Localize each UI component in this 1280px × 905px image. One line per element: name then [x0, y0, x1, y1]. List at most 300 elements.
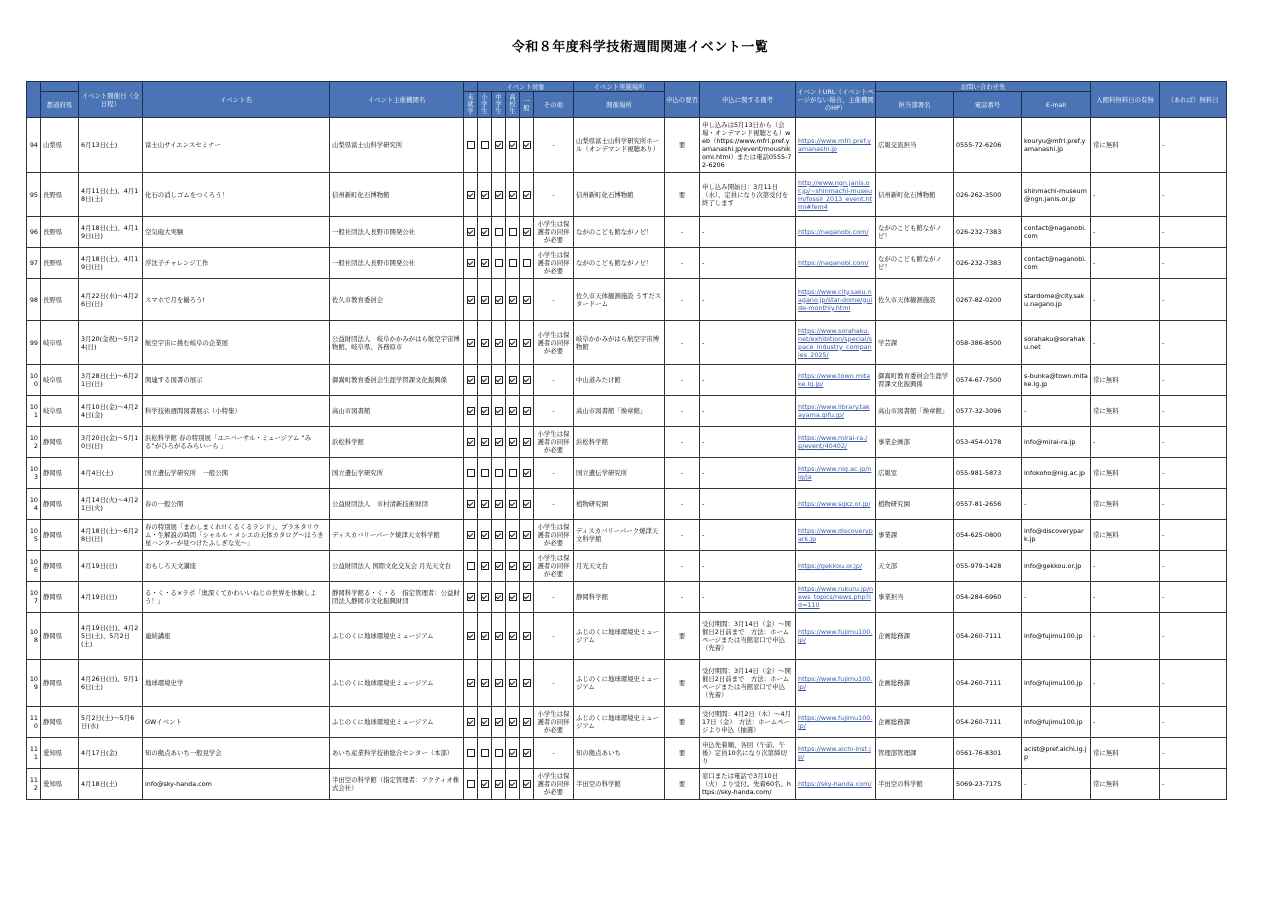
target-general-cell: [520, 248, 534, 279]
checked-checkbox-icon[interactable]: [523, 191, 531, 199]
venue: 知の拠点あいち: [574, 738, 665, 769]
row-number: 109: [27, 660, 41, 707]
free-admission: -: [1091, 427, 1160, 458]
application-required: -: [665, 279, 700, 321]
header-prefecture: 都道府県: [41, 92, 79, 118]
checked-checkbox-icon[interactable]: [509, 718, 517, 726]
application-notes: 申込先着順、各回（午前、午後）定員10名になり次第締切り: [700, 738, 796, 769]
checked-checkbox-icon[interactable]: [523, 296, 531, 304]
checked-checkbox-icon[interactable]: [467, 376, 475, 384]
target-junior-cell: [492, 118, 506, 173]
checked-checkbox-icon[interactable]: [467, 632, 475, 640]
checked-checkbox-icon[interactable]: [523, 376, 531, 384]
contact-email: contact@naganobi.com: [1022, 217, 1091, 248]
contact-department: 事業課: [876, 520, 954, 551]
target-high-cell: [506, 427, 520, 458]
free-admission: 常に無料: [1091, 738, 1160, 769]
target-elementary-cell: [478, 321, 492, 365]
checked-checkbox-icon[interactable]: [481, 339, 489, 347]
event-url-link[interactable]: https://www.mfri.pref.yamanashi.jp: [796, 118, 876, 173]
target-junior-cell: [492, 427, 506, 458]
contact-phone: 0574-67-7500: [954, 365, 1022, 396]
event-url-link[interactable]: https://www.rukuru.jp/news_topics/news.php?id=110: [796, 582, 876, 613]
contact-department: 管理部管理課: [876, 738, 954, 769]
table-row: [27, 660, 1227, 707]
checked-checkbox-icon[interactable]: [523, 438, 531, 446]
free-day: -: [1160, 738, 1227, 769]
contact-phone: 054-260-7111: [954, 613, 1022, 660]
event-name: おもしろ天文講座: [143, 551, 330, 582]
checked-checkbox-icon[interactable]: [481, 228, 489, 236]
contact-phone: 054-260-7111: [954, 707, 1022, 738]
table-row: [27, 458, 1227, 489]
application-required: -: [665, 489, 700, 520]
checked-checkbox-icon[interactable]: [523, 407, 531, 415]
application-notes: 受付期間：3月14日（金）～開催日2日前まで 方法：ホームページまたは当館窓口で申込（先着）: [700, 613, 796, 660]
unchecked-checkbox-icon[interactable]: [481, 749, 489, 757]
header-event-name: イベント名: [143, 82, 330, 118]
target-preschool-cell: [464, 427, 478, 458]
event-url-link[interactable]: https://www.fujimu100.jp/: [796, 660, 876, 707]
header-target-general: 一般: [520, 92, 534, 118]
target-junior-cell: [492, 458, 506, 489]
free-day: -: [1160, 217, 1227, 248]
contact-email: shinmachi-museum@ngn.janis.or.jp: [1022, 173, 1091, 217]
checked-checkbox-icon[interactable]: [509, 407, 517, 415]
target-other: -: [534, 279, 574, 321]
target-high-cell: [506, 489, 520, 520]
checked-checkbox-icon[interactable]: [495, 679, 503, 687]
application-notes: -: [700, 321, 796, 365]
checked-checkbox-icon[interactable]: [481, 780, 489, 788]
header-venue: 開催場所: [574, 92, 665, 118]
checked-checkbox-icon[interactable]: [523, 718, 531, 726]
checked-checkbox-icon[interactable]: [495, 407, 503, 415]
organizer: ふじのくに地球環境史ミュージアム: [330, 707, 464, 738]
checked-checkbox-icon[interactable]: [495, 780, 503, 788]
row-number: 102: [27, 427, 41, 458]
unchecked-checkbox-icon[interactable]: [495, 749, 503, 757]
event-dates: 4月22日(水)～4月26日(日): [79, 279, 143, 321]
organizer: 公益財団法人 岐阜かかみがはら航空宇宙博物館、岐阜県、各務原市: [330, 321, 464, 365]
checked-checkbox-icon[interactable]: [481, 632, 489, 640]
checked-checkbox-icon[interactable]: [467, 531, 475, 539]
contact-department: 企画総務課: [876, 707, 954, 738]
prefecture: 静岡県: [41, 427, 79, 458]
event-url-link[interactable]: https://www.town.mitake.lg.jp/: [796, 365, 876, 396]
checked-checkbox-icon[interactable]: [523, 469, 531, 477]
target-preschool-cell: [464, 489, 478, 520]
row-number: 101: [27, 396, 41, 427]
application-required: -: [665, 365, 700, 396]
checked-checkbox-icon[interactable]: [467, 339, 475, 347]
event-name: 科学技術週間図書展示（小特集）: [143, 396, 330, 427]
header-free-admission: 入館料無料日の有無: [1091, 82, 1160, 118]
target-elementary-cell: [478, 458, 492, 489]
free-admission: 常に無料: [1091, 458, 1160, 489]
target-high-cell: [506, 582, 520, 613]
checked-checkbox-icon[interactable]: [523, 632, 531, 640]
free-admission: -: [1091, 279, 1160, 321]
contact-email: info@gekkou.or.jp: [1022, 551, 1091, 582]
contact-phone: 053-454-0178: [954, 427, 1022, 458]
free-day: -: [1160, 365, 1227, 396]
checked-checkbox-icon[interactable]: [509, 376, 517, 384]
checked-checkbox-icon[interactable]: [523, 141, 531, 149]
checked-checkbox-icon[interactable]: [467, 296, 475, 304]
checked-checkbox-icon[interactable]: [495, 531, 503, 539]
contact-department: 企画総務課: [876, 660, 954, 707]
unchecked-checkbox-icon[interactable]: [523, 259, 531, 267]
target-general-cell: [520, 458, 534, 489]
application-notes: 申し込みは5月13日から（会場・オンデマンド視聴とも）web（https://www.mfri.pref.yamanashi.jp/event/moushikomi.html）または電話0555-72-6206: [700, 118, 796, 173]
prefecture: 山梨県: [41, 118, 79, 173]
organizer: 浜松科学館: [330, 427, 464, 458]
checked-checkbox-icon[interactable]: [523, 500, 531, 508]
target-general-cell: [520, 551, 534, 582]
checked-checkbox-icon[interactable]: [509, 749, 517, 757]
contact-email: stardome@city.saku.nagano.jp: [1022, 279, 1091, 321]
contact-department: 広報室: [876, 458, 954, 489]
checked-checkbox-icon[interactable]: [467, 500, 475, 508]
target-junior-cell: [492, 551, 506, 582]
checked-checkbox-icon[interactable]: [495, 718, 503, 726]
checked-checkbox-icon[interactable]: [467, 191, 475, 199]
target-preschool-cell: [464, 321, 478, 365]
contact-email: s-bunka@town.mitake.lg.jp: [1022, 365, 1091, 396]
checked-checkbox-icon[interactable]: [509, 296, 517, 304]
prefecture: 岐阜県: [41, 396, 79, 427]
free-admission: 常に無料: [1091, 520, 1160, 551]
target-other: 小学生は保護者の同伴が必要: [534, 707, 574, 738]
target-high-cell: [506, 520, 520, 551]
free-admission: -: [1091, 707, 1160, 738]
checked-checkbox-icon[interactable]: [509, 191, 517, 199]
target-general-cell: [520, 613, 534, 660]
free-admission: -: [1091, 551, 1160, 582]
target-elementary-cell: [478, 489, 492, 520]
event-dates: 6月13日(土): [79, 118, 143, 173]
free-admission: 常に無料: [1091, 489, 1160, 520]
event-url-link[interactable]: https://www.fujimu100.jp/: [796, 707, 876, 738]
organizer: ふじのくに地球環境史ミュージアム: [330, 613, 464, 660]
event-url-link[interactable]: https://www.sorahaku.net/exhibition/special/space_industry_companies_2025/: [796, 321, 876, 365]
target-junior-cell: [492, 738, 506, 769]
free-admission: 常に無料: [1091, 396, 1160, 427]
unchecked-checkbox-icon[interactable]: [467, 749, 475, 757]
target-junior-cell: [492, 489, 506, 520]
event-url-link[interactable]: https://www.discoverypark.jp: [796, 520, 876, 551]
header-free-day: （あれば）無料日: [1160, 82, 1227, 118]
table-row: [27, 248, 1227, 279]
target-preschool-cell: [464, 551, 478, 582]
header-blank: [41, 82, 79, 92]
event-url-link[interactable]: https://www.fujimu100.jp/: [796, 613, 876, 660]
header-venue-group: イベント実施場所: [574, 82, 665, 92]
checked-checkbox-icon[interactable]: [495, 376, 503, 384]
event-name: 化石の消しゴムをつくろう！: [143, 173, 330, 217]
contact-department: 御嵩町教育委員会生涯学習課文化振興係: [876, 365, 954, 396]
checked-checkbox-icon[interactable]: [481, 500, 489, 508]
free-day: -: [1160, 582, 1227, 613]
target-high-cell: [506, 396, 520, 427]
application-notes: -: [700, 582, 796, 613]
checked-checkbox-icon[interactable]: [509, 438, 517, 446]
target-high-cell: [506, 248, 520, 279]
target-high-cell: [506, 738, 520, 769]
checked-checkbox-icon[interactable]: [523, 228, 531, 236]
checked-checkbox-icon[interactable]: [467, 438, 475, 446]
checked-checkbox-icon[interactable]: [481, 191, 489, 199]
checked-checkbox-icon[interactable]: [509, 141, 517, 149]
venue: ながのこども館ながノビ！: [574, 217, 665, 248]
contact-department: 事業企画部: [876, 427, 954, 458]
target-general-cell: [520, 427, 534, 458]
target-elementary-cell: [478, 396, 492, 427]
event-url-link[interactable]: https://www.city.saku.nagano.jp/star-dome/guide-monthly.html: [796, 279, 876, 321]
free-day: -: [1160, 173, 1227, 217]
target-junior-cell: [492, 660, 506, 707]
table-row: [27, 769, 1227, 800]
checked-checkbox-icon[interactable]: [467, 407, 475, 415]
checked-checkbox-icon[interactable]: [467, 718, 475, 726]
target-other: -: [534, 660, 574, 707]
target-elementary-cell: [478, 173, 492, 217]
target-other: 小学生は保護者の同伴が必要: [534, 427, 574, 458]
unchecked-checkbox-icon[interactable]: [467, 469, 475, 477]
checked-checkbox-icon[interactable]: [481, 438, 489, 446]
unchecked-checkbox-icon[interactable]: [467, 780, 475, 788]
event-url-link[interactable]: https://sky-handa.com/: [796, 769, 876, 800]
contact-department: 半田空の科学館: [876, 769, 954, 800]
target-general-cell: [520, 365, 534, 396]
checked-checkbox-icon[interactable]: [509, 531, 517, 539]
organizer: 高山市図書館: [330, 396, 464, 427]
table-row: [27, 520, 1227, 551]
application-required: 要: [665, 660, 700, 707]
checked-checkbox-icon[interactable]: [481, 259, 489, 267]
venue: 中山道みたけ館: [574, 365, 665, 396]
checked-checkbox-icon[interactable]: [467, 259, 475, 267]
checked-checkbox-icon[interactable]: [467, 228, 475, 236]
checked-checkbox-icon[interactable]: [495, 500, 503, 508]
free-admission: 常に無料: [1091, 118, 1160, 173]
target-elementary-cell: [478, 738, 492, 769]
checked-checkbox-icon[interactable]: [509, 562, 517, 570]
checked-checkbox-icon[interactable]: [509, 780, 517, 788]
target-preschool-cell: [464, 217, 478, 248]
prefecture: 静岡県: [41, 551, 79, 582]
checked-checkbox-icon[interactable]: [495, 191, 503, 199]
checked-checkbox-icon[interactable]: [467, 679, 475, 687]
header-target-other: その他: [534, 92, 574, 118]
target-preschool-cell: [464, 582, 478, 613]
target-high-cell: [506, 173, 520, 217]
event-url-link[interactable]: https://naganobi.com/: [796, 248, 876, 279]
unchecked-checkbox-icon[interactable]: [509, 228, 517, 236]
target-other: -: [534, 458, 574, 489]
checked-checkbox-icon[interactable]: [495, 296, 503, 304]
unchecked-checkbox-icon[interactable]: [495, 259, 503, 267]
row-number: 106: [27, 551, 41, 582]
table-row: [27, 118, 1227, 173]
contact-phone: 0561-76-8301: [954, 738, 1022, 769]
venue: 浜松科学館: [574, 427, 665, 458]
checked-checkbox-icon[interactable]: [481, 531, 489, 539]
checked-checkbox-icon[interactable]: [509, 593, 517, 601]
checked-checkbox-icon[interactable]: [509, 632, 517, 640]
target-high-cell: [506, 279, 520, 321]
checked-checkbox-icon[interactable]: [495, 632, 503, 640]
unchecked-checkbox-icon[interactable]: [509, 259, 517, 267]
target-general-cell: [520, 738, 534, 769]
event-url-link[interactable]: https://gekkou.or.jp/: [796, 551, 876, 582]
target-other: -: [534, 118, 574, 173]
checked-checkbox-icon[interactable]: [509, 500, 517, 508]
unchecked-checkbox-icon[interactable]: [467, 562, 475, 570]
event-url-link[interactable]: https://www.mirai-ra.jp/event/40402/: [796, 427, 876, 458]
target-general-cell: [520, 279, 534, 321]
venue: 半田空の科学館: [574, 769, 665, 800]
row-number: 94: [27, 118, 41, 173]
target-junior-cell: [492, 613, 506, 660]
target-elementary-cell: [478, 707, 492, 738]
unchecked-checkbox-icon[interactable]: [481, 469, 489, 477]
checked-checkbox-icon[interactable]: [481, 376, 489, 384]
free-day: -: [1160, 321, 1227, 365]
header-application-notes: 申込に関する備考: [700, 82, 796, 118]
prefecture: 長野県: [41, 248, 79, 279]
contact-phone: 0557-81-2656: [954, 489, 1022, 520]
organizer: 国立遺伝学研究所: [330, 458, 464, 489]
application-notes: 申し込み開始日：3月11日（水）、定員になり次第受付を終了します: [700, 173, 796, 217]
checked-checkbox-icon[interactable]: [495, 562, 503, 570]
header-target-elementary: 小学生: [478, 92, 492, 118]
checked-checkbox-icon[interactable]: [481, 407, 489, 415]
event-name: 知の拠点あいち一般見学会: [143, 738, 330, 769]
checked-checkbox-icon[interactable]: [523, 531, 531, 539]
free-admission: -: [1091, 217, 1160, 248]
event-url-link[interactable]: https://www.nig.ac.jp/nig/ja: [796, 458, 876, 489]
application-required: 要: [665, 769, 700, 800]
target-high-cell: [506, 660, 520, 707]
contact-email: -: [1022, 396, 1091, 427]
application-notes: -: [700, 551, 796, 582]
contact-department: ながのこども館ながノビ！: [876, 248, 954, 279]
checked-checkbox-icon[interactable]: [523, 749, 531, 757]
table-row: [27, 173, 1227, 217]
row-number: 105: [27, 520, 41, 551]
target-elementary-cell: [478, 769, 492, 800]
contact-email: info@fujimu100.jp: [1022, 660, 1091, 707]
event-url-link[interactable]: http://www.ngn.janis.or.jp/~shinmachi-museum/fossil_2013_event.html#fem4: [796, 173, 876, 217]
target-elementary-cell: [478, 660, 492, 707]
events-table: [26, 81, 1227, 800]
prefecture: 愛知県: [41, 738, 79, 769]
checked-checkbox-icon[interactable]: [523, 339, 531, 347]
event-url-link[interactable]: https://www.library.takayama.gifu.jp/: [796, 396, 876, 427]
target-junior-cell: [492, 321, 506, 365]
checked-checkbox-icon[interactable]: [467, 593, 475, 601]
target-preschool-cell: [464, 520, 478, 551]
application-notes: -: [700, 396, 796, 427]
organizer: あいち産業科学技術総合センター（本部）: [330, 738, 464, 769]
contact-phone: 054-284-6960: [954, 582, 1022, 613]
event-dates: 4月19日(日): [79, 582, 143, 613]
row-number: 112: [27, 769, 41, 800]
organizer: 半田空の科学館（指定管理者：アクティオ株式会社）: [330, 769, 464, 800]
contact-department: 信州新町化石博物館: [876, 173, 954, 217]
target-elementary-cell: [478, 520, 492, 551]
checked-checkbox-icon[interactable]: [523, 593, 531, 601]
application-required: -: [665, 582, 700, 613]
checked-checkbox-icon[interactable]: [481, 593, 489, 601]
target-other: 小学生は保護者の同伴が必要: [534, 551, 574, 582]
checked-checkbox-icon[interactable]: [495, 141, 503, 149]
event-name: 地球環境史学: [143, 660, 330, 707]
free-day: -: [1160, 279, 1227, 321]
unchecked-checkbox-icon[interactable]: [509, 469, 517, 477]
free-admission: 常に無料: [1091, 769, 1160, 800]
contact-phone: 0555-72-6206: [954, 118, 1022, 173]
unchecked-checkbox-icon[interactable]: [495, 469, 503, 477]
unchecked-checkbox-icon[interactable]: [481, 141, 489, 149]
application-notes: -: [700, 217, 796, 248]
target-high-cell: [506, 321, 520, 365]
checked-checkbox-icon[interactable]: [523, 780, 531, 788]
event-dates: 4月18日(土)、4月19日(日): [79, 248, 143, 279]
prefecture: 長野県: [41, 217, 79, 248]
checked-checkbox-icon[interactable]: [523, 562, 531, 570]
checked-checkbox-icon[interactable]: [495, 593, 503, 601]
event-url-link[interactable]: https://naganobi.com/: [796, 217, 876, 248]
application-required: -: [665, 551, 700, 582]
target-elementary-cell: [478, 118, 492, 173]
organizer: ディスカバリーパーク焼津天文科学館: [330, 520, 464, 551]
checked-checkbox-icon[interactable]: [509, 339, 517, 347]
table-row: [27, 365, 1227, 396]
checked-checkbox-icon[interactable]: [523, 679, 531, 687]
event-url-link[interactable]: https://www.aichi-inst.jp/: [796, 738, 876, 769]
application-required: -: [665, 458, 700, 489]
checked-checkbox-icon[interactable]: [481, 562, 489, 570]
unchecked-checkbox-icon[interactable]: [495, 228, 503, 236]
prefecture: 岐阜県: [41, 321, 79, 365]
unchecked-checkbox-icon[interactable]: [467, 141, 475, 149]
row-number: 99: [27, 321, 41, 365]
checked-checkbox-icon[interactable]: [481, 296, 489, 304]
header-dates: イベント開催日（全日程）: [79, 82, 143, 118]
checked-checkbox-icon[interactable]: [481, 718, 489, 726]
free-day: -: [1160, 489, 1227, 520]
application-notes: -: [700, 427, 796, 458]
checked-checkbox-icon[interactable]: [495, 438, 503, 446]
free-day: -: [1160, 458, 1227, 489]
header-organizer: イベント主催機関名: [330, 82, 464, 118]
table-row: [27, 427, 1227, 458]
row-number: 107: [27, 582, 41, 613]
event-name: GWイベント: [143, 707, 330, 738]
target-junior-cell: [492, 279, 506, 321]
checked-checkbox-icon[interactable]: [481, 679, 489, 687]
row-number: 103: [27, 458, 41, 489]
checked-checkbox-icon[interactable]: [509, 679, 517, 687]
checked-checkbox-icon[interactable]: [495, 339, 503, 347]
organizer: 静岡科学館る・く・る 指定管理者：公益財団法人静岡市文化振興財団: [330, 582, 464, 613]
target-high-cell: [506, 613, 520, 660]
event-url-link[interactable]: https://www.sgkz.or.jp/: [796, 489, 876, 520]
header-url: イベントURL（イベントページがない場合、主催機関のHP）: [796, 82, 876, 118]
